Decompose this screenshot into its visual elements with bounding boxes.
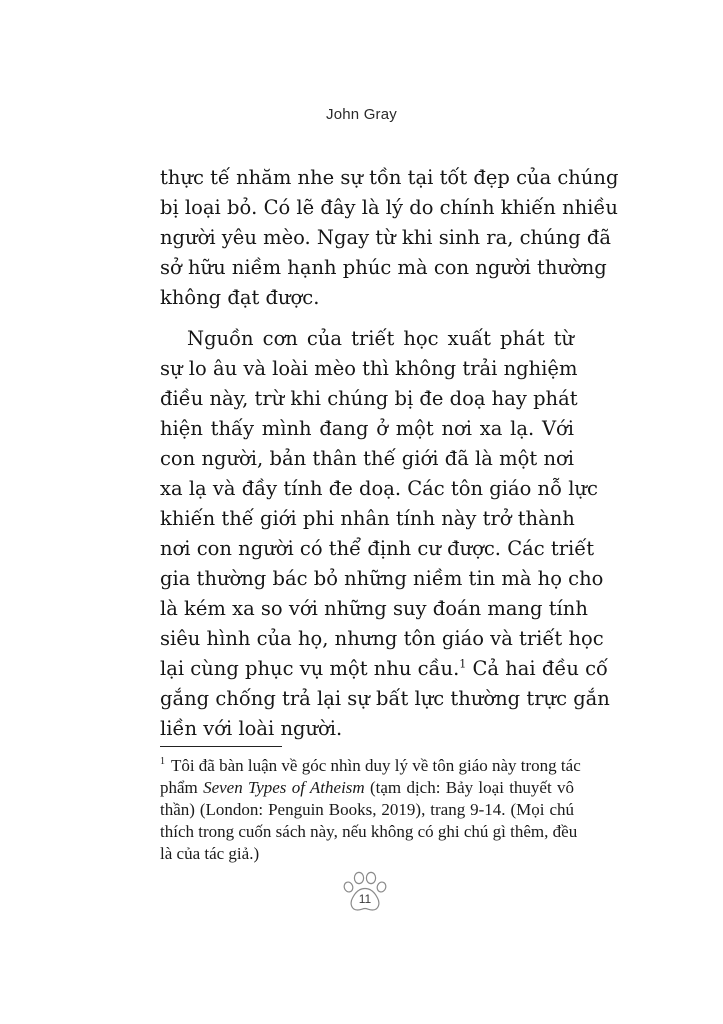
text-line: hiện thấy mình đang ở một nơi xa lạ. Với (160, 417, 574, 440)
footnote-line (160, 755, 581, 777)
footnote (160, 755, 581, 865)
page-number-badge (342, 870, 388, 914)
text-line: liền với loài người. (160, 717, 343, 740)
book-title: Seven Types of Atheism (203, 778, 365, 797)
footnote-line (160, 777, 574, 799)
text-line: khiến thế giới phi nhân tính này trở thành (160, 507, 575, 530)
text-line-with-footnote-ref (160, 654, 608, 684)
text-line: xa lạ và đầy tính đe doạ. Các tôn giáo nỗ lực (160, 477, 598, 500)
paragraph-1 (160, 163, 619, 313)
footnote-line: thần) (London: Penguin Books, 2019), trang 9-14. (Mọi chú (160, 800, 574, 819)
text-line: là kém xa so với những suy đoán mang tính (160, 597, 588, 620)
text-line: siêu hình của họ, nhưng tôn giáo và triết học (160, 627, 604, 650)
text-fragment: Cả hai đều cố (472, 657, 608, 680)
text-line: gia thường bác bỏ những niềm tin mà họ cho (160, 567, 604, 590)
body-text (160, 163, 619, 744)
footnote-reference[interactable]: 1 (459, 657, 467, 671)
paragraph-2 (160, 324, 610, 744)
footnote-line: thích trong cuốn sách này, nếu không có ghi chú gì thêm, đều (160, 822, 578, 841)
text-line: thực tế nhăm nhe sự tồn tại tốt đẹp của chúng (160, 166, 619, 189)
text-fragment: Tôi đã bàn luận về góc nhìn duy lý về tôn giáo này trong tác (170, 756, 581, 775)
text-fragment: (tạm dịch: Bảy loại thuyết vô (364, 778, 574, 797)
running-header: John Gray (326, 106, 397, 123)
page-number: 11 (358, 892, 372, 906)
footnote-marker: 1 (160, 756, 165, 768)
text-line: sở hữu niềm hạnh phúc mà con người thường (160, 256, 607, 279)
text-line: sự lo âu và loài mèo thì không trải nghiệm (160, 357, 578, 380)
text-line: nơi con người có thể định cư được. Các triết (160, 537, 595, 560)
text-line: không đạt được. (160, 286, 320, 309)
text-fragment: phẩm (160, 778, 204, 797)
text-line: người yêu mèo. Ngay từ khi sinh ra, chúng đã (160, 226, 611, 249)
text-fragment: lại cùng phục vụ một nhu cầu. (160, 657, 460, 680)
text-line: điều này, trừ khi chúng bị đe doạ hay phát (160, 387, 578, 410)
text-line: con người, bản thân thế giới đã là một nơi (160, 447, 574, 470)
footnote-line: là của tác giả.) (160, 844, 260, 863)
footnote-divider (160, 746, 282, 747)
text-line: Nguồn cơn của triết học xuất phát từ (187, 327, 574, 350)
text-line: gắng chống trả lại sự bất lực thường trực gắn (160, 687, 610, 710)
text-line: bị loại bỏ. Có lẽ đây là lý do chính khiến nhiều (160, 196, 618, 219)
